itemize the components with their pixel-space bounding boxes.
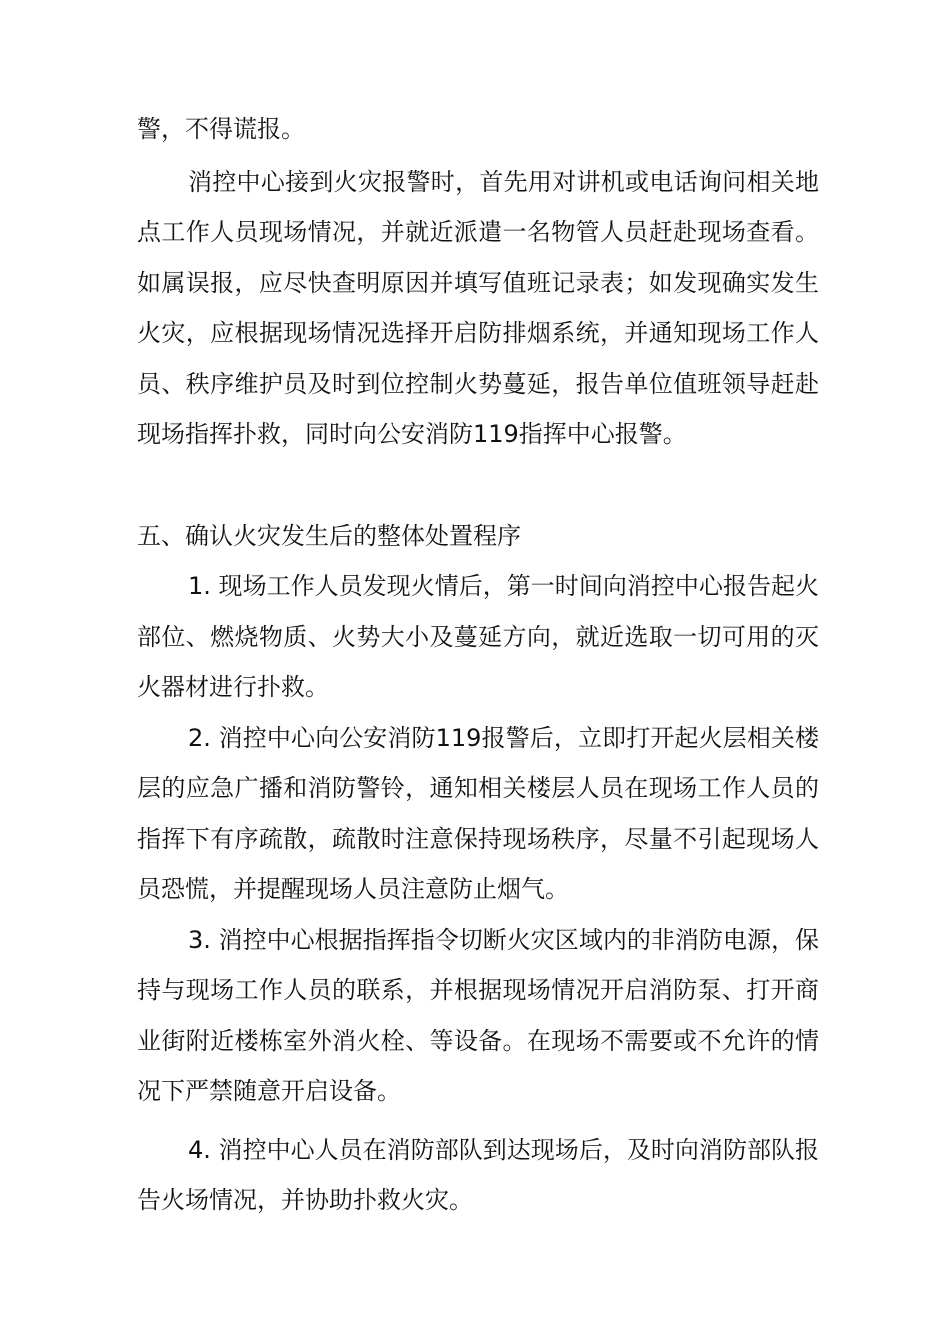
procedure-item-4: 4. 消控中心人员在消防部队到达现场后，及时向消防部队报告火场情况，并协助扑救火灾。 bbox=[137, 1135, 819, 1214]
fire-alarm-paragraph: 消控中心接到火灾报警时，首先用对讲机或电话询问相关地点工作人员现场情况，并就近派遣一名物管人员赶赴现场查看。如属误报，应尽快查明原因并填写值班记录表；如发现确实发生火灾，应根据现场情况选择开启防排烟系统，并通知现场工作人员、秩序维护员及时到位控制火势蔓延，报告单位值班领导赶赴现场指挥扑救，同时向公安消防119指挥中心报警。 bbox=[137, 167, 819, 448]
procedure-item-1: 1. 现场工作人员发现火情后，第一时间向消控中心报告起火部位、燃烧物质、火势大小及蔓延方向，就近选取一切可用的灭火器材进行扑救。 bbox=[137, 572, 819, 701]
document-page bbox=[137, 104, 819, 1226]
procedure-item-2: 2. 消控中心向公安消防119报警后，立即打开起火层相关楼层的应急广播和消防警铃，通知相关楼层人员在现场工作人员的指挥下有序疏散，疏散时注意保持现场秩序，尽量不引起现场人员恐慌，并提醒现场人员注意防止烟气。 bbox=[137, 723, 819, 903]
procedure-item-3: 3. 消控中心根据指挥指令切断火灾区域内的非消防电源，保持与现场工作人员的联系，并根据现场情况开启消防泵、打开商业街附近楼栋室外消火栓、等设备。在现场不需要或不允许的情况下严禁随意开启设备。 bbox=[137, 925, 819, 1105]
section-heading: 五、确认火灾发生后的整体处置程序 bbox=[137, 521, 521, 550]
continued-paragraph: 警，不得谎报。 bbox=[137, 115, 305, 143]
